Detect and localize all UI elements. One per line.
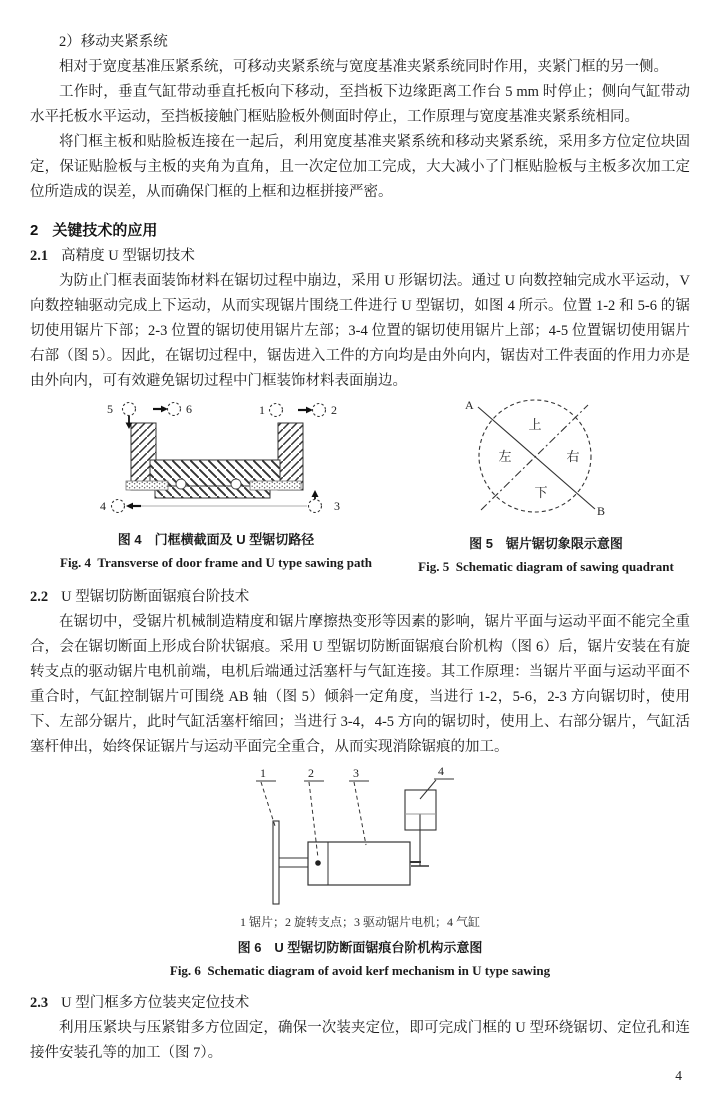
- quadrant-right-label: 右: [566, 449, 580, 464]
- quadrant-top-label: 上: [528, 417, 542, 432]
- saw-position-2-label: 2: [331, 403, 337, 417]
- saw-position-5-circle: [123, 403, 136, 416]
- screw-hole-right: [231, 479, 241, 489]
- saw-position-4-label: 4: [100, 499, 106, 513]
- saw-position-3-label: 3: [334, 499, 340, 513]
- section-2-2-title: U 型锯切防断面锯痕台阶技术: [61, 589, 250, 605]
- saw-position-2-circle: [313, 404, 326, 417]
- axis-point-b-label: B: [597, 504, 606, 518]
- section-2-3-number: 2.3: [30, 995, 49, 1011]
- figure-6-block: [30, 762, 690, 981]
- particle-strip-right: [250, 481, 301, 490]
- arrow-right-icon: [153, 406, 168, 413]
- figure6-diagram: [240, 762, 480, 908]
- section-2-1-number: 2.1: [30, 248, 49, 264]
- saw-position-1-label: 1: [259, 403, 265, 417]
- section-2-1-title: 高精度 U 型锯切技术: [61, 248, 195, 264]
- figure-4-caption-cn: 图 4 门框横截面及 U 型锯切路径: [117, 532, 315, 547]
- arrow-up-icon: [312, 490, 319, 499]
- figure-5-caption-cn: 图 5 锯片锯切象限示意图: [469, 536, 623, 551]
- quadrant-bottom-label: 下: [534, 485, 548, 500]
- section-2-3-paragraph: 利用压紧块与压紧钳多方位固定，确保一次装夹定位，即可完成门框的 U 型环绕锯切、定位孔和连接件安装孔等的加工（图 7）。: [30, 1020, 690, 1061]
- saw-position-1-circle: [270, 404, 283, 417]
- figure-4-caption-en: Fig. 4 Transverse of door frame and U type sawing path: [60, 555, 372, 570]
- intro-paragraph-2: 工作时，垂直气缸带动垂直托板向下移动，至挡板下边缘距离工作台 5 mm 时停止；侧向气缸带动水平托板水平运动，至挡板接触门框贴脸板外侧面时停止，工作原理与宽度基准夹紧系统相同。: [30, 84, 690, 125]
- saw-blade-plate: [273, 821, 279, 904]
- axis-point-a-label: A: [465, 398, 474, 412]
- moving-clamp-subheading: 2）移动夹紧系统: [59, 34, 168, 50]
- saw-motor-body: [308, 842, 410, 885]
- section-2-2-paragraph: 在锯切中，受锯片机械制造精度和锯片摩擦热变形等因素的影响，锯片平面与运动平面不能完全重合，会在锯切断面上形成台阶状锯痕。采用 U 型锯切防断面锯痕台阶机构（图 6）后，锯片安装在有旋转支点的驱动锯片电机前端，电机后端通过活塞杆与气缸连接。其工作原理：当锯片平面与运动平面不重合时，气缸控制锯片可围绕 AB 轴（图 5）倾斜一定角度，当进行 1-2，5-6，2-3 方向锯切时，使用下、左部分锯片，此时气缸活塞杆缩回；当进行 3-4，4-5 方向的锯切时，使用上、右部分锯片，气缸活塞杆伸出，始终保证锯片与运动平面完全重合，从而实现消除锯痕的加工。: [30, 614, 690, 755]
- figure-5-block: [402, 397, 690, 577]
- figure6-label-4: 4: [438, 764, 444, 778]
- section-2-2-number: 2.2: [30, 589, 49, 605]
- saw-position-6-circle: [168, 403, 181, 416]
- figure-6-caption-cn: 图 6 U 型锯切防断面锯痕台阶机构示意图: [237, 940, 483, 955]
- figures-4-5-row: [30, 397, 690, 577]
- saw-position-4-circle: [112, 500, 125, 513]
- figure-6-caption-en: Fig. 6 Schematic diagram of avoid kerf mechanism in U type sawing: [169, 963, 551, 978]
- figure6-label-2: 2: [308, 766, 314, 780]
- saw-position-6-label: 6: [186, 402, 192, 416]
- section-2-2-heading: [30, 585, 690, 610]
- label-3-leader-line: [354, 782, 366, 845]
- section-2-heading: [30, 218, 690, 244]
- section-2-3-title: U 型门框多方位装夹定位技术: [61, 995, 250, 1011]
- quadrant-left-label: 左: [498, 449, 512, 464]
- saw-position-3-circle: [309, 500, 322, 513]
- section-2-1-heading: [30, 244, 690, 269]
- section-2-1-paragraph: 为防止门框表面装饰材料在锯切过程中崩边，采用 U 形锯切法。通过 U 向数控轴完成水平运动，V 向数控轴驱动完成上下运动，从而实现锯片围绕工件进行 U 型锯切，如图 4 所示。位置 1-2 和 5-6 的锯切使用锯片下部；2-3 位置的锯切使用锯片左部；3-4 位置的锯切使用锯片上部；4-5 位置锯切使用锯片右部（图 5）。因此，在锯切过程中，锯齿进入工件的方向均是由外向内，锯齿对工件表面的作用力亦是由外向内，可有效避免锯切过程中门框装饰材料表面崩边。: [30, 273, 690, 389]
- rotation-pivot-point: [315, 860, 321, 866]
- label-1-leader-line: [261, 782, 275, 826]
- arrow-right-icon: [298, 407, 313, 414]
- arrow-left-icon: [126, 503, 141, 510]
- saw-position-5-label: 5: [107, 402, 113, 416]
- section-2-title: 关键技术的应用: [52, 222, 158, 239]
- label-2-leader-line: [309, 782, 318, 858]
- door-frame-bottom-board: [150, 460, 280, 498]
- figure-5-caption-en: Fig. 5 Schematic diagram of sawing quadrant: [418, 559, 674, 574]
- page-number: 4: [675, 1068, 682, 1083]
- intro-paragraph-3: 将门框主板和贴脸板连接在一起后，利用宽度基准夹紧系统和移动夹紧系统，采用多方位定位块固定，保证贴脸板与主板的夹角为直角，且一次定位加工完成，大大减小了门框贴脸板与主板多次加工定位所造成的误差，从而确保门框的上框和边框拼接严密。: [30, 134, 690, 200]
- intro-paragraph-1: 相对于宽度基准压紧系统，可移动夹紧系统与宽度基准夹紧系统同时作用，夹紧门框的另一侧。: [59, 59, 668, 75]
- particle-strip-left: [126, 481, 168, 490]
- door-frame-right-leg: [278, 423, 303, 490]
- section-2-number: 2: [30, 222, 39, 239]
- figure-6-legend: 1 锯片；2 旋转支点；3 驱动锯片电机；4 气缸: [239, 915, 480, 929]
- screw-hole-left: [176, 479, 186, 489]
- figure6-label-3: 3: [353, 766, 359, 780]
- section-2-3-heading: [30, 991, 690, 1016]
- figure-4-block: [30, 397, 402, 573]
- figure4-diagram: [91, 397, 341, 519]
- figure5-diagram: [461, 397, 631, 523]
- drive-shaft: [279, 858, 308, 867]
- figure6-label-1: 1: [260, 766, 266, 780]
